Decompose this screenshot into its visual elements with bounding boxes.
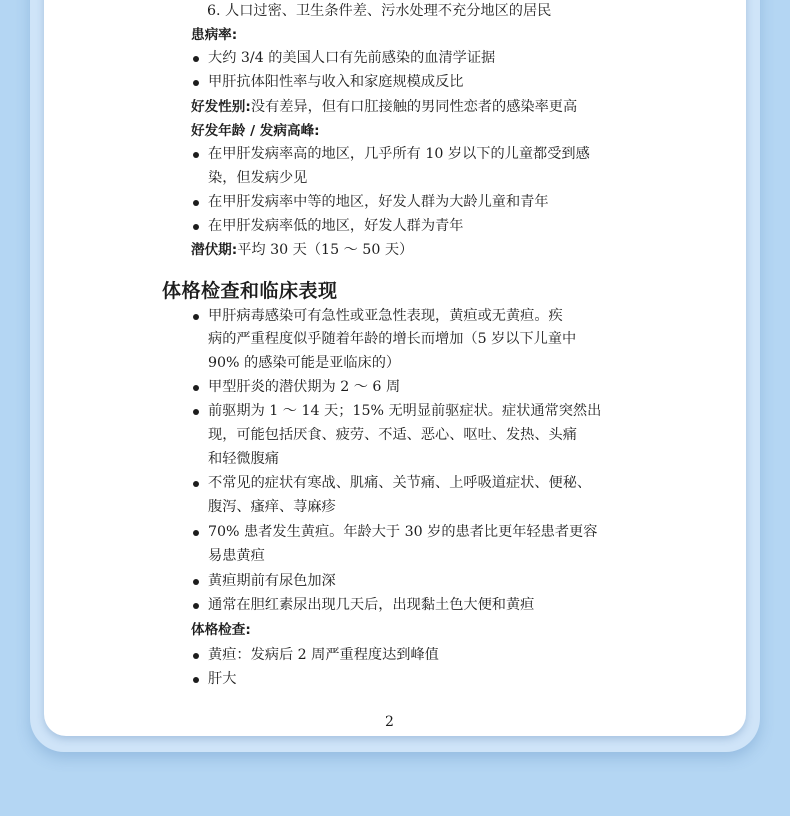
prevalence-item-1: 大约 3/4 的美国人口有先前感染的血清学证据	[208, 50, 496, 66]
bullet-icon	[193, 677, 199, 683]
clinical-item-1-line-2: 病的严重程度似乎随着年龄的增长而增加（5 岁以下儿童中	[208, 331, 577, 347]
sex-label: 好发性别:	[191, 99, 251, 115]
sex-paragraph	[191, 97, 577, 117]
clinical-item-4-line-2: 腹泻、瘙痒、荨麻疹	[208, 499, 336, 515]
clinical-item-6: 黄疸期前有尿色加深	[208, 573, 336, 589]
age-item-2: 在甲肝发病率中等的地区，好发人群为大龄儿童和青年	[208, 194, 549, 210]
bullet-icon	[193, 224, 199, 230]
clinical-item-5-line-2: 易患黄疸	[208, 548, 265, 564]
incubation-text: 平均 30 天（15 ～ 50 天）	[237, 242, 414, 258]
clinical-item-4-line-1: 不常见的症状有寒战、肌痛、关节痛、上呼吸道症状、便秘、	[208, 475, 592, 491]
bullet-icon	[193, 200, 199, 206]
clinical-item-7: 通常在胆红素尿出现几天后，出现黏土色大便和黄疸	[208, 597, 535, 613]
bullet-icon	[193, 80, 199, 86]
age-label: 好发年龄 / 发病高峰:	[191, 123, 320, 139]
exam-label: 体格检查:	[191, 622, 251, 638]
age-item-3: 在甲肝发病率低的地区，好发人群为青年	[208, 218, 464, 234]
page-number: 2	[385, 714, 394, 730]
clinical-item-3-line-2: 现，可能包括厌食、疲劳、不适、恶心、呕吐、发热、头痛	[208, 427, 577, 443]
bullet-icon	[193, 409, 199, 415]
clinical-item-3-line-3: 和轻微腹痛	[208, 451, 279, 467]
exam-item-1: 黄疸：发病后 2 周严重程度达到峰值	[208, 647, 439, 663]
age-item-1-line-1: 在甲肝发病率高的地区，几乎所有 10 岁以下的儿童都受到感	[208, 146, 590, 162]
bullet-icon	[193, 385, 199, 391]
bullet-icon	[193, 481, 199, 487]
bullet-icon	[193, 603, 199, 609]
population-item-6: 6. 人口过密、卫生条件差、污水处理不充分地区的居民	[207, 3, 552, 19]
bullet-icon	[193, 314, 199, 320]
bullet-icon	[193, 653, 199, 659]
clinical-item-1-line-1: 甲肝病毒感染可有急性或亚急性表现，黄疸或无黄疸。疾	[208, 308, 563, 324]
prevalence-label: 患病率:	[191, 27, 238, 43]
bullet-icon	[193, 530, 199, 536]
exam-item-2: 肝大	[208, 671, 237, 687]
bullet-icon	[193, 56, 199, 62]
prevalence-item-2: 甲肝抗体阳性率与收入和家庭规模成反比	[208, 74, 464, 90]
clinical-item-1-line-3: 90% 的感染可能是亚临床的）	[208, 355, 401, 371]
section-title: 体格检查和临床表现	[162, 280, 338, 302]
incubation-paragraph	[191, 240, 413, 260]
bullet-icon	[193, 579, 199, 585]
incubation-label: 潜伏期:	[191, 242, 238, 258]
clinical-item-2: 甲型肝炎的潜伏期为 2 ～ 6 周	[208, 379, 401, 395]
clinical-item-5-line-1: 70% 患者发生黄疸。年龄大于 30 岁的患者比更年轻患者更容	[208, 524, 598, 540]
age-item-1-line-2: 染，但发病少见	[208, 170, 308, 186]
sex-text: 没有差异，但有口肛接触的男同性恋者的感染率更高	[250, 99, 578, 115]
clinical-item-3-line-1: 前驱期为 1 ～ 14 天；15% 无明显前驱症状。症状通常突然出	[208, 403, 602, 419]
bullet-icon	[193, 152, 199, 158]
